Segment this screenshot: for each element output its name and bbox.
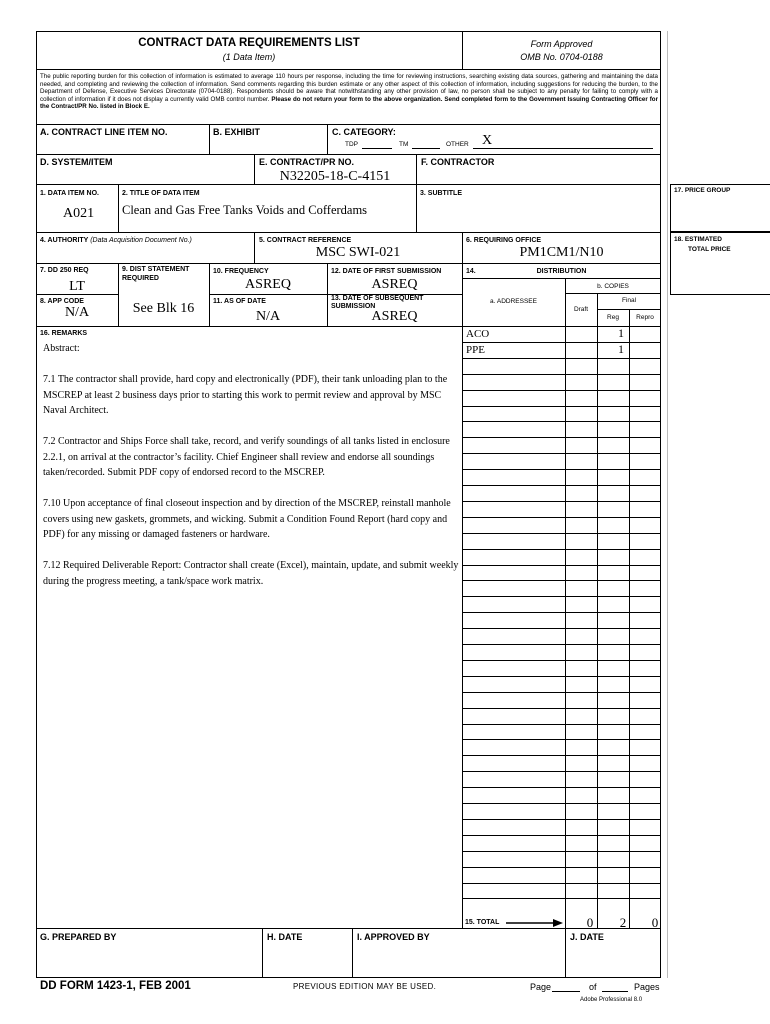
distribution-row-line	[462, 596, 661, 597]
distribution-title: DISTRIBUTION	[536, 268, 587, 275]
total-label: 15. TOTAL	[465, 919, 500, 926]
subsequent-submission-value[interactable]: ASREQ	[371, 309, 418, 324]
contract-reference-value[interactable]: MSC SWI-021	[315, 245, 401, 260]
omb-number: OMB No. 0704-0188	[520, 52, 603, 62]
dd250-value[interactable]: LT	[69, 279, 85, 294]
divider	[36, 263, 661, 264]
remarks-body[interactable]	[43, 341, 461, 605]
category-label: C. CATEGORY:	[332, 127, 396, 137]
page-number-blank[interactable]	[552, 991, 580, 992]
contractor-label: F. CONTRACTOR	[421, 157, 495, 167]
data-item-no-label: 1. DATA ITEM NO.	[40, 190, 99, 197]
divider	[597, 293, 598, 928]
arrow-right-icon	[506, 918, 564, 928]
distribution-row-line	[462, 517, 661, 518]
contract-line-item-label: A. CONTRACT LINE ITEM NO.	[40, 127, 168, 137]
distribution-row-line	[462, 580, 661, 581]
form-number: DD FORM 1423-1, FEB 2001	[40, 980, 191, 992]
app-code-label: 8. APP CODE	[40, 298, 84, 305]
j-date-label: J. DATE	[570, 932, 604, 942]
title-of-data-item-value[interactable]: Clean and Gas Free Tanks Voids and Cofferdams	[122, 203, 368, 217]
software-note: Adobe Professional 8.0	[580, 997, 643, 1003]
title-of-data-item-label: 2. TITLE OF DATA ITEM	[122, 190, 200, 197]
dist-statement-label: 9. DIST STATEMENT REQUIRED	[122, 266, 190, 282]
category-value[interactable]: X	[482, 133, 493, 148]
divider	[36, 69, 661, 70]
aco-reg-copies[interactable]: 1	[618, 326, 624, 340]
distribution-row-line	[462, 501, 661, 502]
distribution-row-line	[462, 612, 661, 613]
divider	[36, 232, 661, 233]
distribution-row-line	[462, 628, 661, 629]
distribution-row-line	[462, 883, 661, 884]
distribution-row-line	[462, 724, 661, 725]
exhibit-label: B. EXHIBIT	[213, 127, 261, 137]
distribution-row-line	[462, 549, 661, 550]
divider	[462, 326, 661, 327]
divider	[327, 124, 328, 154]
distribution-row-line	[462, 755, 661, 756]
requiring-office-label: 6. REQUIRING OFFICE	[466, 237, 542, 244]
prepared-by-label: G. PREPARED BY	[40, 932, 117, 942]
divider	[565, 278, 566, 928]
page-label: Page	[530, 982, 552, 992]
divider	[565, 293, 661, 294]
system-item-label: D. SYSTEM/ITEM	[40, 157, 113, 167]
frequency-label: 10. FREQUENCY	[213, 268, 269, 275]
remarks-paragraph: 7.1 The contractor shall provide, hard copy and electronically (PDF), their tank unloading plan to the MSCREP at least 2 business days prior to starting this work to permit review and approval by MSC Naval Architect.	[43, 374, 448, 416]
burden-notice-text: The public reporting burden for this collection of information is estimated to average 110 hours per response, including the time for reviewing instructions, searching existing data sources, gathering and maintaining the data needed, and completing and reviewing the collection of information. Send comments regarding this burden estimate or any other aspect of this collection of information, including suggestions for reducing the burden, to the Department of Defense, Executive Services Directorate (0704-0188). Respondents should be aware that notwithstanding any other provision of law, no person shall be subject to any penalty for failing to comply with a collection of information if it does not display a currently valid OMB control number.	[40, 73, 658, 103]
divider	[36, 184, 661, 185]
authority-note: (Data Acquisition Document No.)	[90, 237, 192, 244]
distribution-row-line	[462, 676, 661, 677]
remarks-label: 16. REMARKS	[40, 330, 88, 337]
first-submission-value[interactable]: ASREQ	[371, 277, 418, 292]
divider	[209, 124, 210, 154]
distribution-row-line	[462, 692, 661, 693]
draft-label: Draft	[573, 306, 589, 313]
data-item-no-value[interactable]: A021	[63, 206, 95, 221]
divider	[36, 154, 661, 155]
distribution-row-line	[462, 374, 661, 375]
divider	[462, 278, 661, 279]
app-code-value[interactable]: N/A	[64, 305, 90, 320]
distribution-row-line	[462, 803, 661, 804]
subsequent-submission-label: 13. DATE OF SUBSEQUENT SUBMISSION	[331, 295, 424, 310]
of-label: of	[589, 982, 597, 992]
approved-by-label: I. APPROVED BY	[357, 932, 430, 942]
tdp-label: TDP	[345, 141, 358, 148]
dist-statement-value[interactable]: See Blk 16	[132, 301, 195, 316]
distribution-row-line	[462, 644, 661, 645]
tm-label: TM	[399, 141, 409, 148]
reg-label: Reg	[607, 314, 619, 321]
ppe-reg-copies[interactable]: 1	[618, 342, 624, 356]
remarks-paragraph: 7.2 Contractor and Ships Force shall take, record, and verify soundings of all tanks listed in enclosure 2.2.1, on arrival at the contractor’s facility. Chief Engineer shall review and endorse all soundings taken/recorded. Submit PDF copy of endorsed record to the MSCREP.	[43, 436, 450, 478]
other-label: OTHER	[446, 141, 469, 148]
pages-label: Pages	[634, 982, 660, 992]
distribution-row-line	[462, 851, 661, 852]
distribution-row-line	[462, 390, 661, 391]
distribution-row-line	[462, 437, 661, 438]
copies-label: b. COPIES	[597, 283, 629, 290]
contract-pr-value[interactable]: N32205-18-C-4151	[279, 169, 391, 184]
tdp-blank[interactable]	[362, 148, 392, 149]
distribution-row-line	[462, 469, 661, 470]
divider	[36, 124, 661, 125]
distribution-row-line	[462, 660, 661, 661]
requiring-office-value[interactable]: PM1CM1/N10	[519, 245, 604, 260]
divider	[36, 294, 118, 295]
divider	[416, 154, 417, 184]
total-repro[interactable]: 0	[651, 915, 659, 930]
as-of-date-value[interactable]: N/A	[255, 309, 281, 324]
addressee-label: a. ADDRESSEE	[490, 298, 537, 305]
distribution-row-line	[462, 835, 661, 836]
side-margin-line	[667, 31, 668, 978]
form-approved-label: Form Approved	[530, 39, 593, 49]
frequency-value[interactable]: ASREQ	[245, 277, 291, 292]
divider	[416, 184, 417, 232]
contract-reference-label: 5. CONTRACT REFERENCE	[259, 237, 352, 244]
distribution-row-line	[462, 485, 661, 486]
divider	[36, 326, 462, 327]
remarks-abstract: Abstract:	[43, 343, 80, 354]
authority-label-text: 4. AUTHORITY	[40, 237, 89, 244]
divider	[262, 928, 263, 978]
subtitle-label: 3. SUBTITLE	[420, 190, 463, 197]
distribution-row-line	[462, 771, 661, 772]
previous-edition-note: PREVIOUS EDITION MAY BE USED.	[293, 982, 437, 991]
distribution-row-line	[462, 819, 661, 820]
remarks-paragraph: 7.12 Required Deliverable Report: Contractor shall create (Excel), maintain, update, and submit weekly during the progress meeting, a tank/space work matrix.	[43, 560, 459, 587]
dd250-label: 7. DD 250 REQ	[40, 267, 89, 274]
distribution-row-line	[462, 421, 661, 422]
form-subtitle: (1 Data Item)	[222, 52, 276, 62]
distribution-number: 14.	[466, 268, 476, 275]
total-draft[interactable]: 0	[586, 915, 594, 930]
first-submission-label: 12. DATE OF FIRST SUBMISSION	[331, 268, 442, 275]
divider	[565, 928, 566, 978]
distribution-row-line	[462, 787, 661, 788]
burden-notice	[40, 73, 658, 111]
divider	[36, 928, 661, 929]
date-label: H. DATE	[267, 932, 303, 942]
distribution-row-line	[462, 708, 661, 709]
distribution-row-line	[462, 898, 661, 899]
divider	[118, 184, 119, 232]
final-label: Final	[621, 297, 637, 304]
distribution-row-line	[462, 565, 661, 566]
distribution-row-line	[462, 406, 661, 407]
addressee-aco[interactable]: ACO	[466, 328, 490, 340]
repro-label: Repro	[636, 314, 654, 321]
other-blank[interactable]	[473, 148, 653, 149]
distribution-row-line	[462, 739, 661, 740]
distribution-row-line	[462, 358, 661, 359]
remarks-paragraph: 7.10 Upon acceptance of final closeout inspection and by direction of the MSCREP, reinstall manhole covers using new gaskets, grommets, and wicking. Submit a Condition Found Report (hard copy and PDF) for any missing or damaged fasteners or hardware.	[43, 498, 451, 540]
total-price-label: TOTAL PRICE	[688, 246, 731, 253]
addressee-ppe[interactable]: PPE	[466, 344, 485, 356]
form-title: CONTRACT DATA REQUIREMENTS LIST	[138, 37, 360, 49]
divider	[352, 928, 353, 978]
distribution-row-line	[462, 533, 661, 534]
divider	[462, 31, 463, 69]
burden-notice-bold: Please do not return your form to the above organization. Send completed form to the Government Issuing Contracting Officer for the Contract/PR No. listed in Block E.	[40, 95, 658, 110]
estimated-label: 18. ESTIMATED	[674, 236, 722, 243]
tm-blank[interactable]	[412, 148, 440, 149]
contract-pr-label: E. CONTRACT/PR NO.	[259, 157, 355, 167]
authority-label	[40, 237, 192, 244]
total-reg[interactable]: 2	[619, 915, 627, 930]
distribution-row-line	[462, 453, 661, 454]
distribution-row-line	[462, 342, 661, 343]
as-of-date-label: 11. AS OF DATE	[213, 298, 266, 305]
distribution-row-line	[462, 867, 661, 868]
page-count-blank[interactable]	[602, 991, 628, 992]
price-group-label: 17. PRICE GROUP	[674, 187, 731, 194]
